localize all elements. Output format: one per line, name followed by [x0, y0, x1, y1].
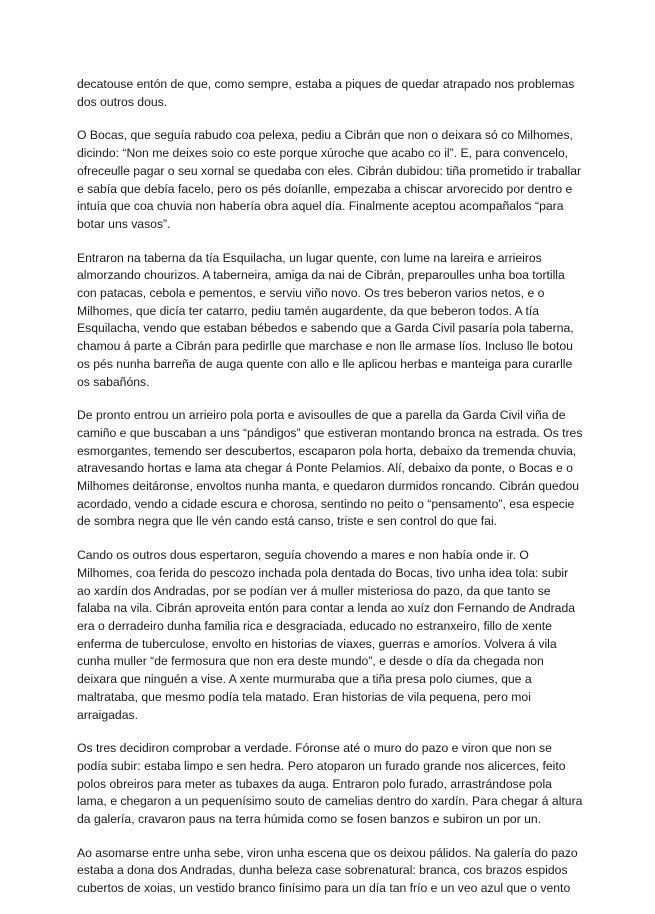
document-page [77, 76, 583, 914]
paragraph-continuation: decatouse entón de que, como sempre, estaba a piques de quedar atrapado nos problemas dos outros dous. [77, 77, 575, 109]
paragraph-pazo-wall: Os tres decidiron comprobar a verdade. Fóronse até o muro do pazo e viron que non se podía subir: estaba limpo e sen hedra. Pero atoparon un furado grande nos alicerces, feito polos obreiros para meter as tubaxes da auga. Entraron polo furado, arrastrándose pola lama, e chegaron a un pequenísimo souto de camelias dentro do xardín. Para chegar á altura da galería, cravaron paus na terra húmida como se fosen banzos e subiron un por un. [77, 741, 583, 827]
paragraph-andradas-legend: Cando os outros dous espertaron, seguía chovendo a mares e non había onde ir. O Milhomes, coa ferida do pescozo inchada pola dentada do Bocas, tivo unha idea tola: subir ao xardín dos Andradas, por se podían ver á muller misteriosa do pazo, da que tanto se falaba na vila. Cibrán aproveita entón para contar a lenda ao xuíz don Fernando de Andrada era o derradeiro dunha familia rica e desgraciada, educado no estranxeiro, fillo de xente enferma de tuberculose, envolto en historias de viaxes, guerras e amoríos. Volvera á vila cunha muller “de fermosura que non era deste mundo”, e desde o día da chegada non deixara que ninguén a vise. A xente murmuraba que a tiña presa polo ciumes, que a maltrataba, que mesmo podía tela matado. Eran historias de vila pequena, pero moi arraigadas. [77, 548, 576, 722]
paragraph-taberna: Entraron na taberna da tía Esquilacha, un lugar quente, con lume na lareira e arrieiros almorzando chourizos. A taberneira, amiga da nai de Cibrán, preparoulles unha boa tortilla con patacas, cebola e pementos, e serviu viño novo. Os tres beberon varios netos, e o Milhomes, que dicía ter catarro, pediu tamén augardente, da que beberon todos. A tía Esquilacha, vendo que estaban bébedos e sabendo que a Garda Civil pasaría pola taberna, chamou á parte a Cibrán para pedirlle que marchase e non lle armase líos. Incluso lle botou os pés nunha barreña de auga quente con allo e lle aplicou herbas e manteiga para curarlle os sabañóns. [77, 250, 574, 389]
paragraph-garda-civil: De pronto entrou un arrieiro pola porta e avisoulles de que a parella da Garda Civil viña de camiño e que buscaban a uns “pándigos” que estiveran montando bronca na estrada. Os tres esmorgantes, temendo ser descubertos, escaparon pola horta, debaixo da tremenda chuvia, atravesando hortas e lama ata chegar á Ponte Pelamios. Alí, debaixo da ponte, o Bocas e o Milhomes deitáronse, envoltos nunha manta, e quedaron durmidos roncando. Cibrán quedou acordado, vendo a cidade escura e chorosa, sentindo no peito o “pensamento”, esa especie de sombra negra que lle vén cando está canso, triste e sen control do que fai. [77, 408, 583, 529]
paragraph-galeria-scene: Ao asomarse entre unha sebe, viron unha escena que os deixou pálidos. Na galería do pazo estaba a dona dos Andradas, dunha beleza case sobrenatural: branca, cos brazos espidos cubertos de xoias, un vestido branco finísimo para un día tan frío e un veo azul que o vento [77, 845, 578, 896]
paragraph-bocas-request: O Bocas, que seguía rabudo coa pelexa, pediu a Cibrán que non o deixara só co Milhomes, dicindo: “Non me deixes soio co este porque xúroche que acabo co il”. E, para convencelo, ofreceulle pagar o seu xornal se quedaba con eles. Cibrán dubidou: tiña prometido ir traballar e sabía que debía facelo, pero os pés doíanlle, empezaba a chiscar arvorecido por dentro e intuía que coa chuvia non habería obra aquel día. Finalmente aceptou acompañalos “para botar uns vasos”. [77, 128, 582, 231]
